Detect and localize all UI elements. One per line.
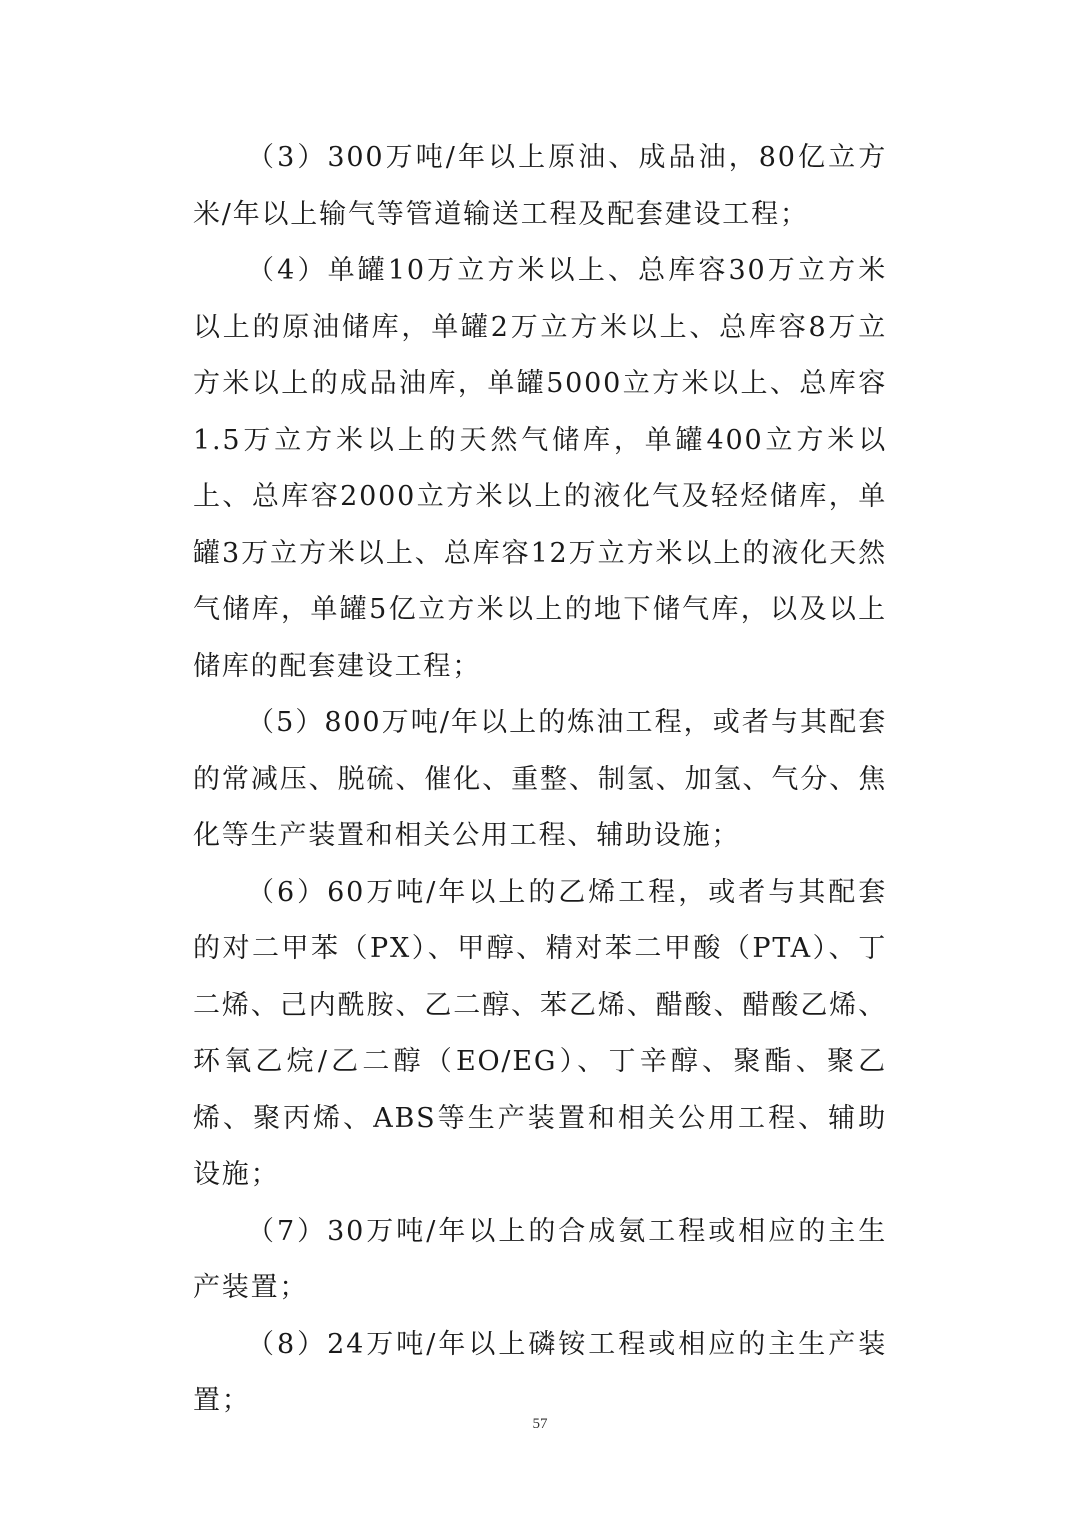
paragraph-item-5: （5）800万吨/年以上的炼油工程，或者与其配套的常减压、脱硫、催化、重整、制氢、加氢、气分、焦化等生产装置和相关公用工程、辅助设施；	[193, 707, 887, 851]
document-body	[193, 130, 887, 1430]
paragraph-item-8: （8）24万吨/年以上磷铵工程或相应的主生产装置；	[193, 1328, 887, 1416]
paragraph-item-6: （6）60万吨/年以上的乙烯工程，或者与其配套的对二甲苯（PX）、甲醇、精对苯二甲酸（PTA）、丁二烯、己内酰胺、乙二醇、苯乙烯、醋酸、醋酸乙烯、环氧乙烷/乙二醇（EO/EG）、丁辛醇、聚酯、聚乙烯、聚丙烯、ABS等生产装置和相关公用工程、辅助设施；	[193, 876, 887, 1190]
paragraph-item-4: （4）单罐10万立方米以上、总库容30万立方米以上的原油储库，单罐2万立方米以上、总库容8万立方米以上的成品油库，单罐5000立方米以上、总库容1.5万立方米以上的天然气储库，单罐400立方米以上、总库容2000立方米以上的液化气及轻烃储库，单罐3万立方米以上、总库容12万立方米以上的液化天然气储库，单罐5亿立方米以上的地下储气库，以及以上储库的配套建设工程；	[193, 255, 887, 682]
page-number: 57	[532, 1416, 548, 1432]
paragraph-item-7: （7）30万吨/年以上的合成氨工程或相应的主生产装置；	[193, 1215, 887, 1303]
paragraph-item-3: （3）300万吨/年以上原油、成品油，80亿立方米/年以上输气等管道输送工程及配套建设工程；	[193, 142, 887, 230]
